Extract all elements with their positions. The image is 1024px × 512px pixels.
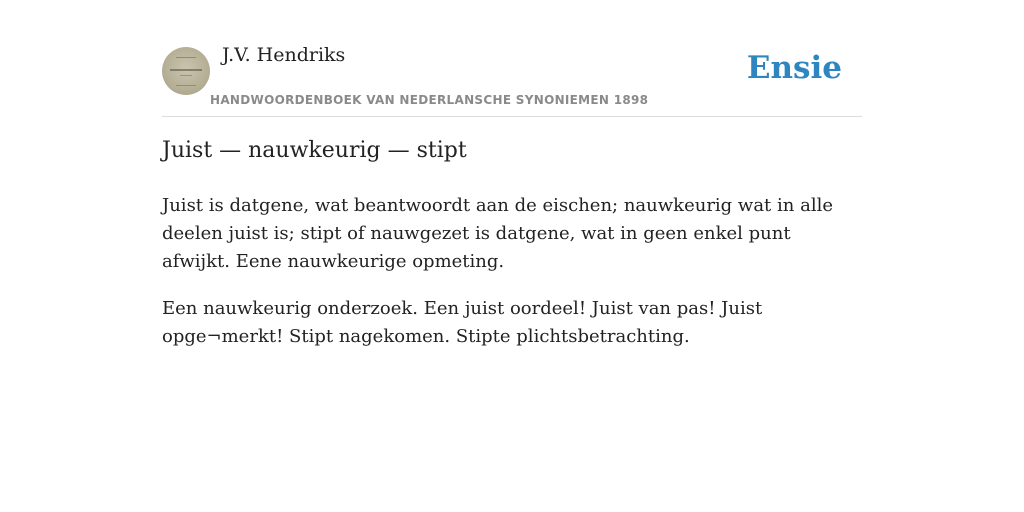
entry-paragraph: Juist is datgene, wat beantwoordt aan de eischen; nauwkeurig wat in alle deelen juist is; stipt of nauwgezet is datgene, wat in geen enkel punt afwijkt. Eene nauwkeurige opmeting.: [162, 195, 833, 272]
cover-line: [180, 75, 192, 76]
book-cover-avatar[interactable]: [162, 47, 210, 95]
cover-line: [176, 57, 196, 58]
ensie-logo[interactable]: Ensie: [746, 50, 842, 86]
cover-line: [170, 69, 202, 71]
cover-line: [176, 85, 196, 86]
entry-title: Juist — nauwkeurig — stipt: [162, 138, 467, 163]
author-name[interactable]: J.V. Hendriks: [222, 44, 346, 66]
book-title[interactable]: HANDWOORDENBOEK VAN NEDERLANSCHE SYNONIEMEN 1898: [210, 93, 649, 107]
header: [162, 0, 862, 117]
content-container: [162, 0, 862, 347]
entry-paragraph: Een nauwkeurig onderzoek. Een juist oordeel! Juist van pas! Juist opge¬merkt! Stipt nagekomen. Stipte plichtsbetrachting.: [162, 298, 763, 347]
